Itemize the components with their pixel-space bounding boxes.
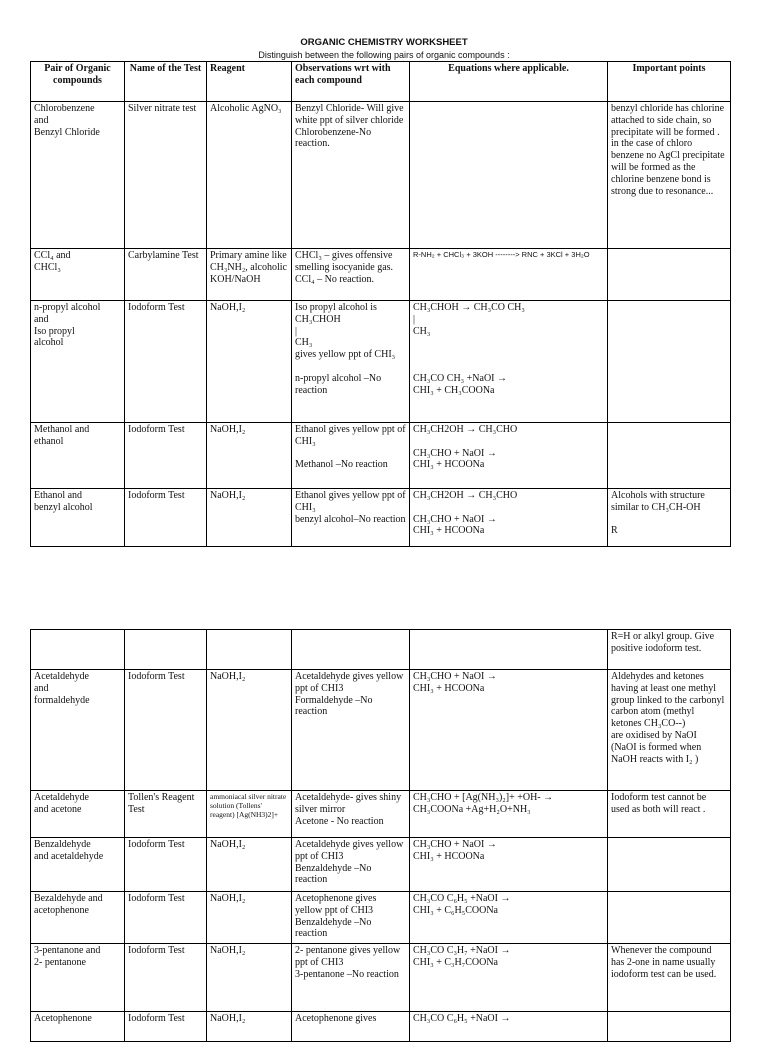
observation-cell: Ethanol gives yellow ppt of CHI₃ Methanol –No reaction (292, 423, 410, 489)
table-row (31, 249, 731, 301)
points-cell (608, 249, 731, 301)
reagent-cell: Primary amine like CH₃NH₂, alcoholic KOH/NaOH (207, 249, 292, 301)
reagent-cell: NaOH,I₂ (207, 944, 292, 1012)
table-row (31, 1012, 731, 1042)
pair-cell: CCl₄ and CHCl₃ (31, 249, 125, 301)
reagent-cell: NaOH,I₂ (207, 301, 292, 423)
points-cell: Aldehydes and ketones having at least one methyl group linked to the carbonyl carbon atom (methyl ketones CH₃CO--) are oxidised by NaOI (NaOI is formed when NaOH reacts with I₂ ) (608, 670, 731, 791)
table-row (31, 423, 731, 489)
header-points: Important points (608, 62, 731, 102)
points-cell: R=H or alkyl group. Give positive iodoform test. (608, 630, 731, 670)
test-cell: Iodoform Test (125, 301, 207, 423)
points-cell: Iodoform test cannot be used as both will react . (608, 791, 731, 838)
observation-cell: Benzyl Chloride- Will give white ppt of silver chloride Chlorobenzene-No reaction. (292, 102, 410, 249)
reagent-cell (207, 630, 292, 670)
observation-cell: Acetophenone gives (292, 1012, 410, 1042)
pair-cell: Bezaldehyde and acetophenone (31, 892, 125, 944)
comparison-table-2 (30, 629, 731, 1042)
equation-cell: R-NH₂ + CHCl₃ + 3KOH --------> RNC + 3KCl + 3H₂O (410, 249, 608, 301)
pair-cell: n-propyl alcohol and Iso propyl alcohol (31, 301, 125, 423)
table-row (31, 630, 731, 670)
reagent-cell: NaOH,I₂ (207, 489, 292, 547)
worksheet-subtitle: Distinguish between the following pairs of organic compounds : (258, 50, 510, 60)
points-cell (608, 301, 731, 423)
observation-cell: 2- pentanone gives yellow ppt of CHI3 3-pentanone –No reaction (292, 944, 410, 1012)
equation-cell: CH₃CHO + NaOI → CHI₃ + HCOONa (410, 670, 608, 791)
table-row (31, 670, 731, 791)
points-cell: benzyl chloride has chlorine attached to side chain, so precipitate will be formed . in the case of chloro benzene no AgCl precipitate will be formed as the chlorine benzene bond is strong due to resonance... (608, 102, 731, 249)
observation-cell: Acetaldehyde- gives shiny silver mirror Acetone - No reaction (292, 791, 410, 838)
equation-cell (410, 102, 608, 249)
pair-cell: Acetophenone (31, 1012, 125, 1042)
points-cell (608, 423, 731, 489)
equation-cell: CH₃CO C₆H₅ +NaOI → (410, 1012, 608, 1042)
table-row (31, 892, 731, 944)
pair-cell: Ethanol and benzyl alcohol (31, 489, 125, 547)
test-cell: Iodoform Test (125, 670, 207, 791)
equation-cell: CH₃CH2OH → CH₃CHO CH₃CHO + NaOI → CHI₃ + HCOONa (410, 423, 608, 489)
test-cell: Iodoform Test (125, 489, 207, 547)
header-equations: Equations where applicable. (410, 62, 608, 102)
equation-cell: CH₃CHO + NaOI → CHI₃ + HCOONa (410, 838, 608, 892)
test-cell: Iodoform Test (125, 838, 207, 892)
table-row (31, 301, 731, 423)
reagent-cell: NaOH,I₂ (207, 892, 292, 944)
observation-cell: Acetophenone gives yellow ppt of CHI3 Benzaldehyde –No reaction (292, 892, 410, 944)
test-cell: Carbylamine Test (125, 249, 207, 301)
test-cell (125, 630, 207, 670)
observation-cell: Acetaldehyde gives yellow ppt of CHI3 Benzaldehyde –No reaction (292, 838, 410, 892)
header-observations: Observations wrt with each compound (292, 62, 410, 102)
observation-cell: Iso propyl alcohol is CH₃CHOH | CH₃ gives yellow ppt of CHI₃ n-propyl alcohol –No reaction (292, 301, 410, 423)
reagent-cell: NaOH,I₂ (207, 1012, 292, 1042)
test-cell: Iodoform Test (125, 1012, 207, 1042)
pair-cell: 3-pentanone and 2- pentanone (31, 944, 125, 1012)
observation-cell: Acetaldehyde gives yellow ppt of CHI3 Formaldehyde –No reaction (292, 670, 410, 791)
table-row (31, 102, 731, 249)
pair-cell: Acetaldehyde and formaldehyde (31, 670, 125, 791)
pair-cell: Benzaldehyde and acetaldehyde (31, 838, 125, 892)
pair-cell: Chlorobenzene and Benzyl Chloride (31, 102, 125, 249)
equation-cell: CH₃CHO + [Ag(NH₃)₂]+ +OH- → CH₃COONa +Ag+H₂O+NH₃ (410, 791, 608, 838)
points-cell: Alcohols with structure similar to CH₃CH-OH R (608, 489, 731, 547)
table-row (31, 489, 731, 547)
equation-cell: CH₃CO C₃H₇ +NaOI → CHI₃ + C₃H₇COONa (410, 944, 608, 1012)
test-cell: Iodoform Test (125, 944, 207, 1012)
observation-cell: CHCl₃ – gives offensive smelling isocyanide gas. CCl₄ – No reaction. (292, 249, 410, 301)
observation-cell (292, 630, 410, 670)
test-cell: Silver nitrate test (125, 102, 207, 249)
table-header-row (31, 62, 731, 102)
points-cell (608, 838, 731, 892)
pair-cell: Methanol and ethanol (31, 423, 125, 489)
equation-cell: CH₃CO C₆H₅ +NaOI → CHI₃ + C₆H₅COONa (410, 892, 608, 944)
table-row (31, 791, 731, 838)
points-cell (608, 892, 731, 944)
equation-cell (410, 630, 608, 670)
equation-cell: CH₃CH2OH → CH₃CHO CH₃CHO + NaOI → CHI₃ + HCOONa (410, 489, 608, 547)
test-cell: Iodoform Test (125, 892, 207, 944)
worksheet-title: ORGANIC CHEMISTRY WORKSHEET (300, 37, 468, 48)
table-row (31, 944, 731, 1012)
observation-cell: Ethanol gives yellow ppt of CHI₃ benzyl alcohol–No reaction (292, 489, 410, 547)
pair-cell: Acetaldehyde and acetone (31, 791, 125, 838)
header-pair: Pair of Organic compounds (31, 62, 125, 102)
comparison-table-1 (30, 61, 731, 547)
table-row (31, 838, 731, 892)
pair-cell (31, 630, 125, 670)
equation-cell: CH₃CHOH → CH₃CO CH₃ | CH₃ CH₃CO CH₃ +NaOI → CHI₃ + CH₃COONa (410, 301, 608, 423)
reagent-cell: NaOH,I₂ (207, 838, 292, 892)
reagent-cell: NaOH,I₂ (207, 423, 292, 489)
points-cell: Whenever the compound has 2-one in name usually iodoform test can be used. (608, 944, 731, 1012)
reagent-cell: NaOH,I₂ (207, 670, 292, 791)
reagent-cell: Alcoholic AgNO₃ (207, 102, 292, 249)
test-cell: Tollen's Reagent Test (125, 791, 207, 838)
points-cell (608, 1012, 731, 1042)
test-cell: Iodoform Test (125, 423, 207, 489)
header-reagent: Reagent (207, 62, 292, 102)
header-test: Name of the Test (125, 62, 207, 102)
reagent-cell: ammoniacal silver nitrate solution (Tollens' reagent) [Ag(NH3)2]+ (207, 791, 292, 838)
